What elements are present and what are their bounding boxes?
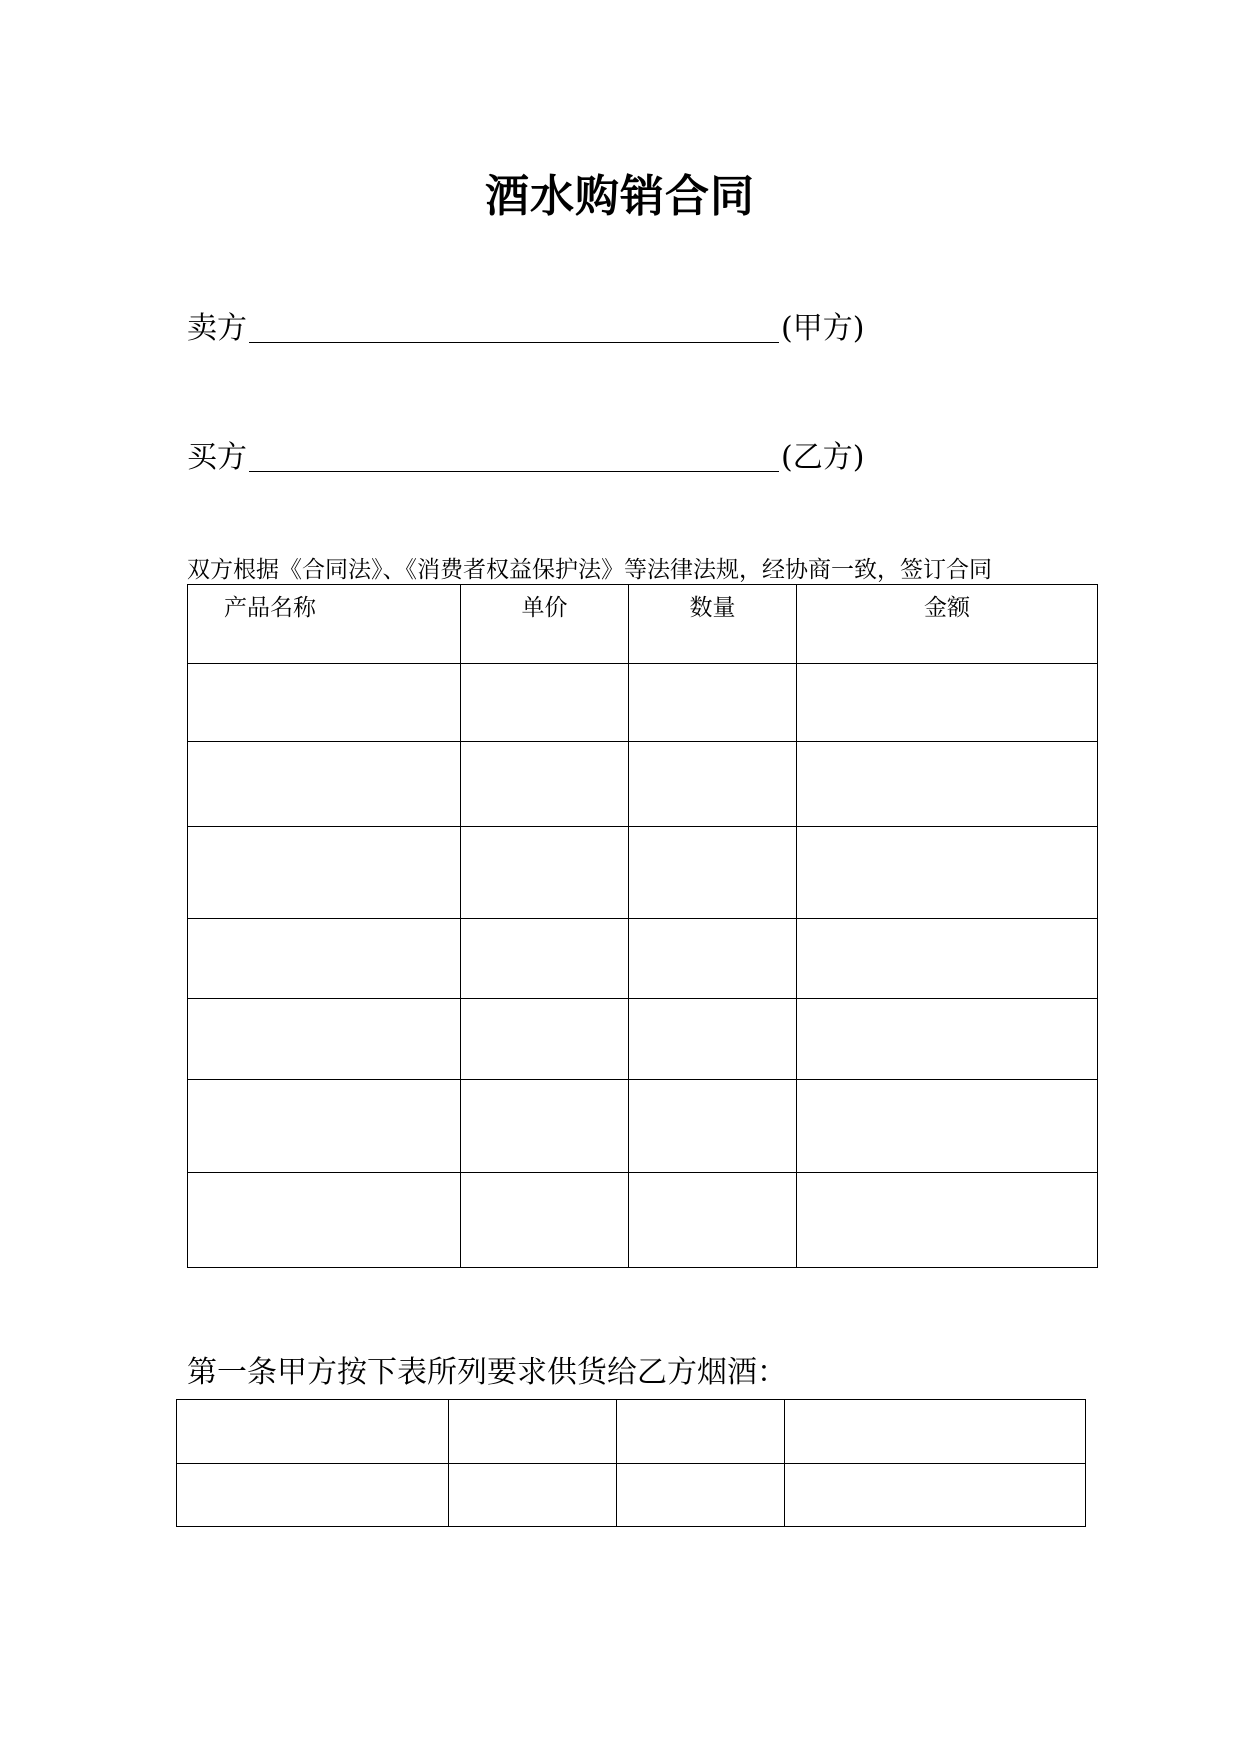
table-cell[interactable]: [617, 1464, 785, 1527]
table-cell[interactable]: [461, 664, 629, 742]
table-row: [188, 827, 1098, 919]
table-cell[interactable]: [629, 1080, 797, 1173]
header-product-name: 产品名称: [188, 585, 461, 664]
table-cell[interactable]: [629, 742, 797, 827]
buyer-label: 买方: [187, 440, 247, 475]
header-unit-price: 单价: [461, 585, 629, 664]
table-cell[interactable]: [785, 1400, 1086, 1464]
table-row: [188, 664, 1098, 742]
table-cell[interactable]: [629, 919, 797, 999]
buyer-suffix: (乙方): [781, 440, 865, 475]
table-cell[interactable]: [461, 742, 629, 827]
table-row: [188, 742, 1098, 827]
seller-label: 卖方: [187, 311, 247, 346]
table-row: [188, 1173, 1098, 1268]
header-amount: 金额: [797, 585, 1098, 664]
table-cell[interactable]: [797, 919, 1098, 999]
document-title: 酒水购销合同: [485, 171, 755, 222]
table-row: [188, 1080, 1098, 1173]
table-cell[interactable]: [177, 1464, 449, 1527]
table-cell[interactable]: [785, 1464, 1086, 1527]
seller-suffix: (甲方): [781, 311, 865, 346]
table-cell[interactable]: [797, 999, 1098, 1080]
table-row: [177, 1400, 1086, 1464]
table-cell[interactable]: [797, 827, 1098, 919]
table-cell[interactable]: [188, 1173, 461, 1268]
product-table: [187, 584, 1098, 1268]
table-cell[interactable]: [797, 1080, 1098, 1173]
seller-line: [187, 303, 864, 347]
table-cell[interactable]: [797, 1173, 1098, 1268]
clause-one: 第一条甲方按下表所列要求供货给乙方烟酒：: [187, 1355, 787, 1390]
table-cell[interactable]: [449, 1400, 617, 1464]
table-cell[interactable]: [617, 1400, 785, 1464]
table-cell[interactable]: [629, 999, 797, 1080]
table-cell[interactable]: [188, 919, 461, 999]
clause-table: [176, 1399, 1086, 1527]
table-cell[interactable]: [629, 1173, 797, 1268]
buyer-blank[interactable]: [249, 441, 779, 472]
table-cell[interactable]: [188, 827, 461, 919]
table-cell[interactable]: [461, 919, 629, 999]
table-cell[interactable]: [461, 999, 629, 1080]
table-cell[interactable]: [188, 742, 461, 827]
table-cell[interactable]: [188, 664, 461, 742]
buyer-line: [187, 432, 864, 476]
intro-text: 双方根据《合同法》、《消费者权益保护法》等法律法规，经协商一致，签订合同: [187, 557, 992, 583]
seller-blank[interactable]: [249, 312, 779, 343]
table-cell[interactable]: [461, 827, 629, 919]
table-row: [188, 999, 1098, 1080]
table-cell[interactable]: [177, 1400, 449, 1464]
table-row: [177, 1464, 1086, 1527]
table-cell[interactable]: [797, 664, 1098, 742]
table-cell[interactable]: [629, 664, 797, 742]
table-cell[interactable]: [797, 742, 1098, 827]
table-cell[interactable]: [188, 1080, 461, 1173]
table-cell[interactable]: [449, 1464, 617, 1527]
table-header-row: [188, 585, 1098, 664]
header-quantity: 数量: [629, 585, 797, 664]
table-row: [188, 919, 1098, 999]
table-cell[interactable]: [461, 1173, 629, 1268]
table-cell[interactable]: [461, 1080, 629, 1173]
table-cell[interactable]: [188, 999, 461, 1080]
table-cell[interactable]: [629, 827, 797, 919]
